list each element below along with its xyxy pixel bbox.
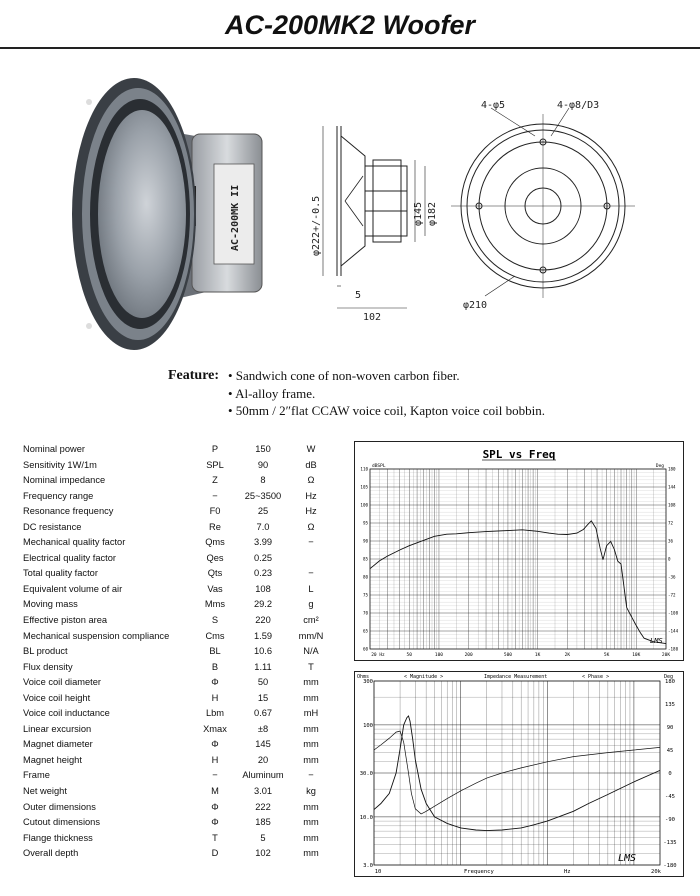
y2-tick-label: 90 bbox=[666, 725, 674, 731]
spec-row bbox=[23, 489, 343, 505]
spec-row bbox=[23, 737, 343, 753]
spec-parameter: Nominal impedance bbox=[23, 475, 106, 486]
spec-parameter: Net weight bbox=[23, 786, 67, 797]
y-tick-label: 85 bbox=[362, 556, 368, 562]
x-tick-label: 100 bbox=[434, 653, 444, 658]
y-tick-label: 3.0 bbox=[363, 863, 373, 869]
spec-symbol: T bbox=[212, 832, 218, 843]
spec-row bbox=[23, 613, 343, 629]
y-tick-label: 300 bbox=[363, 679, 373, 685]
spec-symbol: − bbox=[212, 490, 218, 501]
y2-tick-label: 144 bbox=[668, 484, 676, 490]
y2-tick-label: 36 bbox=[668, 538, 674, 544]
spec-value: 185 bbox=[255, 817, 271, 828]
spec-symbol: B bbox=[211, 661, 219, 672]
spec-parameter: Voice coil inductance bbox=[23, 708, 110, 719]
x-axis-unit: Hz bbox=[564, 869, 571, 875]
spec-row bbox=[23, 831, 343, 847]
spec-symbol: BL bbox=[209, 646, 221, 657]
spec-parameter: Magnet height bbox=[23, 754, 82, 765]
spec-symbol: H bbox=[211, 692, 219, 703]
spec-value: 145 bbox=[255, 739, 271, 750]
spec-row bbox=[23, 520, 343, 536]
y-tick-label: 70 bbox=[362, 610, 368, 616]
features-label: Feature: bbox=[168, 368, 220, 383]
spec-unit: mm bbox=[303, 723, 319, 734]
spec-row bbox=[23, 442, 343, 458]
woofer-photo bbox=[72, 76, 272, 351]
y2-tick-label: 180 bbox=[668, 466, 676, 472]
spec-unit: Hz bbox=[305, 506, 317, 517]
lms-watermark: LMS bbox=[650, 637, 663, 645]
y-tick-label: 10.0 bbox=[359, 814, 373, 821]
spec-value: 222 bbox=[255, 801, 271, 812]
spec-value: 15 bbox=[257, 692, 269, 703]
y2-tick-label: 0 bbox=[668, 556, 671, 562]
spec-row bbox=[23, 535, 343, 551]
spec-parameter: Electrical quality factor bbox=[23, 552, 117, 563]
spec-row bbox=[23, 566, 343, 582]
spec-symbol: Φ bbox=[211, 817, 219, 828]
spec-symbol: Cms bbox=[205, 630, 225, 641]
spec-unit: mm bbox=[303, 832, 319, 843]
spec-symbol: F0 bbox=[209, 506, 221, 517]
feature-item: • Al-alloy frame. bbox=[228, 385, 316, 401]
y-tick-label: 110 bbox=[360, 466, 368, 472]
spec-value: 0.25 bbox=[253, 552, 273, 563]
x-tick-label: 10 bbox=[374, 869, 382, 875]
x-tick-label: 50 bbox=[406, 653, 412, 658]
spec-row bbox=[23, 846, 343, 862]
dim-magnet-dia: φ182 bbox=[427, 201, 438, 226]
y2-tick-label: -180 bbox=[663, 863, 677, 869]
spec-parameter: Voice coil height bbox=[23, 692, 91, 703]
x-tick-label: 20k bbox=[651, 869, 661, 875]
x-tick-label: 200 bbox=[464, 653, 473, 658]
spec-symbol: D bbox=[211, 848, 219, 859]
spec-symbol: SPL bbox=[206, 459, 224, 470]
spec-value: 108 bbox=[255, 583, 271, 594]
dim-holes-small: 4-φ5 bbox=[481, 100, 506, 111]
spec-parameter: Mechanical suspension compliance bbox=[23, 630, 170, 641]
y2-axis-label: Deg bbox=[655, 464, 664, 469]
y2-tick-label: -108 bbox=[668, 610, 679, 616]
spec-parameter: Flux density bbox=[23, 661, 73, 672]
spec-value: 150 bbox=[255, 444, 271, 454]
spec-symbol: Vas bbox=[207, 583, 223, 594]
title-divider bbox=[0, 47, 700, 49]
spec-symbol: Z bbox=[212, 475, 218, 486]
spec-symbol: Φ bbox=[211, 739, 219, 750]
spec-parameter: Resonance frequency bbox=[23, 506, 114, 517]
spec-symbol: Φ bbox=[211, 801, 219, 812]
spec-symbol: P bbox=[211, 444, 219, 454]
spec-unit: Hz bbox=[305, 490, 317, 501]
x-tick-label: 10K bbox=[632, 653, 641, 658]
spec-unit: − bbox=[308, 568, 314, 579]
spec-row bbox=[23, 722, 343, 738]
x-tick-label: 5K bbox=[603, 653, 610, 658]
spec-value: Aluminum bbox=[242, 770, 284, 781]
spec-parameter: Frame bbox=[23, 770, 50, 781]
spec-value: 0.67 bbox=[253, 708, 273, 719]
spec-unit: mm bbox=[303, 801, 319, 812]
y-tick-label: 95 bbox=[362, 520, 368, 526]
spec-row bbox=[23, 504, 343, 520]
y2-tick-label: 135 bbox=[665, 702, 675, 708]
spec-parameter: Equivalent volume of air bbox=[23, 583, 123, 594]
spec-symbol: H bbox=[211, 754, 219, 765]
spec-unit: mm bbox=[303, 848, 319, 859]
spec-symbol: M bbox=[211, 786, 219, 797]
spec-row bbox=[23, 660, 343, 676]
spec-symbol: Lbm bbox=[205, 708, 225, 719]
features-block bbox=[168, 367, 545, 420]
y2-tick-label: -135 bbox=[663, 840, 677, 846]
spec-parameter: Overall depth bbox=[23, 848, 79, 859]
spec-parameter: Voice coil diameter bbox=[23, 677, 102, 688]
spec-symbol: S bbox=[211, 615, 219, 626]
y-axis-label: Ohms bbox=[357, 674, 370, 680]
spec-unit: mm bbox=[303, 692, 319, 703]
y2-tick-label: -90 bbox=[665, 817, 675, 823]
spec-row bbox=[23, 753, 343, 769]
x-tick-label: 1K bbox=[534, 653, 541, 658]
y2-tick-label: 0 bbox=[668, 771, 672, 777]
spec-symbol: Xmax bbox=[203, 723, 227, 734]
spec-unit: mm bbox=[303, 817, 319, 828]
spec-value: 0.23 bbox=[253, 568, 273, 579]
y-tick-label: 30.0 bbox=[359, 771, 373, 777]
spec-unit: mm bbox=[303, 754, 319, 765]
specs-table bbox=[23, 442, 343, 862]
spec-parameter: Moving mass bbox=[23, 599, 78, 610]
spec-unit: N/A bbox=[303, 646, 319, 657]
dim-bolt-circle: φ210 bbox=[463, 300, 488, 311]
dim-outer-dia: φ222+/-0.5 bbox=[311, 195, 322, 256]
spec-unit: mm bbox=[303, 677, 319, 688]
spec-symbol: − bbox=[212, 770, 218, 781]
dimension-drawing bbox=[285, 96, 700, 326]
spec-value: 20 bbox=[257, 754, 269, 765]
spec-row bbox=[23, 768, 343, 784]
spec-symbol: Mms bbox=[204, 599, 226, 610]
magnet-label: AC-200MK II bbox=[230, 184, 241, 251]
spec-symbol: Qms bbox=[205, 537, 225, 548]
spec-value: 220 bbox=[255, 615, 271, 626]
spec-parameter: Flange thickness bbox=[23, 832, 93, 843]
spec-parameter: Outer dimensions bbox=[23, 801, 96, 812]
spec-parameter: Effective piston area bbox=[23, 615, 108, 626]
y2-axis-label: Deg bbox=[664, 674, 674, 680]
x-tick-label: 20 Hz bbox=[371, 653, 385, 658]
spec-unit: mm/N bbox=[298, 630, 324, 641]
spec-value: 1.59 bbox=[253, 630, 273, 641]
spec-row bbox=[23, 458, 343, 474]
dim-flange: 5 bbox=[355, 290, 362, 301]
y2-tick-label: -45 bbox=[665, 794, 675, 800]
features-list bbox=[168, 367, 545, 420]
dim-depth: 102 bbox=[363, 312, 382, 323]
spec-row bbox=[23, 582, 343, 598]
spec-parameter: Magnet diameter bbox=[23, 739, 93, 750]
spec-row bbox=[23, 815, 343, 831]
spec-unit: mm bbox=[303, 739, 319, 750]
tab-magnitude: < Magnitude > bbox=[404, 674, 444, 680]
y-tick-label: 60 bbox=[362, 646, 368, 652]
spec-unit: Ω bbox=[307, 475, 315, 486]
spec-symbol: Qes bbox=[206, 552, 224, 563]
y2-tick-label: 180 bbox=[665, 679, 675, 685]
chart-title: Impedance Measurement bbox=[484, 674, 548, 680]
impedance-chart bbox=[354, 671, 684, 877]
spec-value: 10.6 bbox=[253, 646, 273, 657]
x-tick-label: 2K bbox=[564, 653, 571, 658]
spec-parameter: Sensitivity 1W/1m bbox=[23, 459, 97, 470]
spec-value: 102 bbox=[255, 848, 271, 859]
spec-parameter: Mechanical quality factor bbox=[23, 537, 126, 548]
spec-value: 25 bbox=[257, 506, 269, 517]
spec-value: 7.0 bbox=[256, 521, 270, 532]
y-tick-label: 100 bbox=[363, 722, 373, 729]
lms-watermark: LMS bbox=[618, 853, 637, 864]
y-tick-label: 65 bbox=[362, 628, 368, 634]
x-axis-label: Frequency bbox=[464, 869, 494, 875]
spec-unit: − bbox=[308, 770, 314, 781]
tab-phase: < Phase > bbox=[582, 674, 610, 680]
spec-value: 3.01 bbox=[253, 786, 273, 797]
y2-tick-label: 108 bbox=[668, 502, 676, 508]
spec-value: 90 bbox=[257, 459, 269, 470]
y2-tick-label: -72 bbox=[668, 592, 676, 598]
spec-value: 8 bbox=[260, 475, 266, 486]
spec-unit: Ω bbox=[307, 521, 315, 532]
y2-tick-label: -180 bbox=[668, 646, 679, 652]
spec-value: ±8 bbox=[257, 723, 269, 734]
spec-row bbox=[23, 706, 343, 722]
spec-row bbox=[23, 675, 343, 691]
spec-value: 3.99 bbox=[253, 537, 273, 548]
spec-symbol: Re bbox=[209, 521, 221, 532]
y2-tick-label: -144 bbox=[668, 628, 679, 634]
spec-parameter: Linear excursion bbox=[23, 723, 92, 734]
feature-item: • 50mm / 2″flat CCAW voice coil, Kapton voice coil bobbin. bbox=[228, 403, 546, 418]
spec-parameter: Frequency range bbox=[23, 490, 94, 501]
page-title: AC-200MK2 Woofer bbox=[224, 10, 476, 40]
feature-item: • Sandwich cone of non-woven carbon fiber. bbox=[228, 368, 460, 383]
y-tick-label: 80 bbox=[362, 574, 368, 580]
dim-holes-large: 4-φ8/D3 bbox=[557, 100, 600, 111]
spec-parameter: DC resistance bbox=[23, 521, 82, 532]
spec-unit: T bbox=[308, 661, 314, 672]
spec-unit: W bbox=[306, 444, 316, 454]
y-tick-label: 90 bbox=[362, 538, 368, 544]
spec-value: 5 bbox=[260, 832, 266, 843]
spec-symbol: Qts bbox=[207, 568, 223, 579]
spec-symbol: Φ bbox=[211, 677, 219, 688]
y-tick-label: 75 bbox=[362, 592, 368, 598]
spec-parameter: Nominal power bbox=[23, 444, 86, 454]
spec-unit: mH bbox=[303, 708, 319, 719]
spec-value: 50 bbox=[257, 677, 269, 688]
dim-cone-dia: φ145 bbox=[413, 201, 424, 226]
spec-unit: − bbox=[308, 537, 314, 548]
y-tick-label: 100 bbox=[360, 502, 368, 508]
y-axis-label: dBSPL bbox=[372, 464, 386, 469]
y2-tick-label: -36 bbox=[668, 574, 676, 580]
spec-unit: dB bbox=[305, 459, 317, 470]
spec-row bbox=[23, 691, 343, 707]
spec-unit: cm² bbox=[303, 615, 319, 626]
spl-chart bbox=[354, 441, 684, 661]
spec-row bbox=[23, 597, 343, 613]
spec-unit: kg bbox=[306, 786, 316, 797]
x-tick-label: 500 bbox=[503, 653, 513, 658]
spec-value: 25~3500 bbox=[244, 490, 282, 501]
y-tick-label: 105 bbox=[360, 484, 368, 490]
spec-row bbox=[23, 784, 343, 800]
chart-title: SPL vs Freq bbox=[482, 448, 556, 461]
spec-row bbox=[23, 473, 343, 489]
spec-parameter: BL product bbox=[23, 646, 68, 657]
x-tick-label: 20K bbox=[661, 653, 671, 658]
spec-value: 29.2 bbox=[253, 599, 273, 610]
spec-unit: L bbox=[308, 583, 314, 594]
spec-unit: g bbox=[308, 599, 314, 610]
y2-tick-label: 72 bbox=[668, 520, 674, 526]
spec-row bbox=[23, 800, 343, 816]
spec-row bbox=[23, 644, 343, 660]
spec-parameter: Total quality factor bbox=[23, 568, 98, 579]
spec-value: 1.11 bbox=[254, 661, 272, 672]
y2-tick-label: 45 bbox=[666, 748, 674, 754]
spec-row bbox=[23, 629, 343, 645]
spec-parameter: Cutout dimensions bbox=[23, 817, 100, 828]
spec-row bbox=[23, 551, 343, 567]
